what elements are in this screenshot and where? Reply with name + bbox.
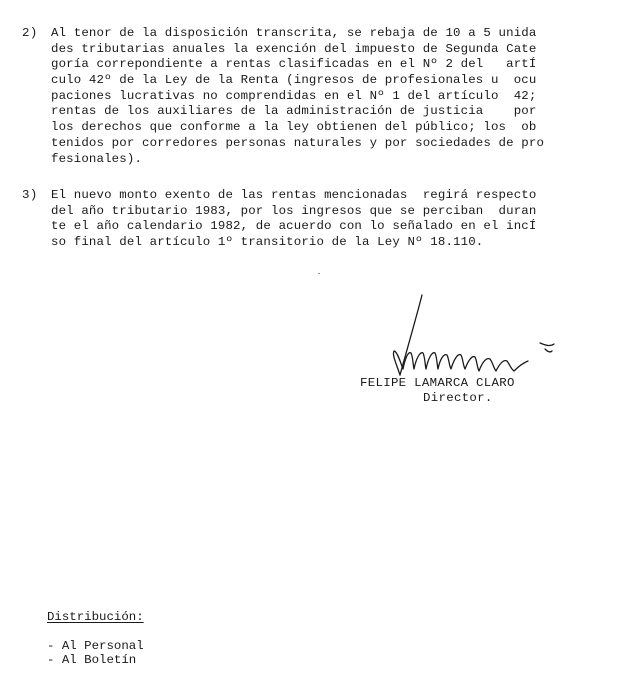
text-line: tenidos por corredores personas naturales y por sociedades de pro: [51, 135, 545, 150]
text-line: El nuevo monto exento de las rentas mencionadas regirá respecto: [51, 188, 537, 202]
handwritten-signature: [370, 289, 570, 381]
text-line: los derechos que conforme a la ley obtienen del público; los ob: [51, 120, 537, 135]
text-line: culo 42º de la Ley de la Renta (ingresos de profesionales u ocu: [51, 73, 537, 88]
text-line: so final del artículo 1º transitorio de la Ley Nº 18.110.: [51, 235, 484, 250]
text-line: goría correpondiente a rentas clasificadas en el Nº 2 del artÍ: [51, 57, 537, 72]
scan-speck: [318, 273, 320, 274]
text-line: fesionales).: [51, 151, 143, 166]
text-line: des tributarias anuales la exención del impuesto de Segunda Cate: [51, 41, 537, 56]
paragraph-body: [51, 26, 627, 167]
text-line: paciones lucrativas no comprendidas en el Nº 1 del artículo 42;: [51, 88, 537, 103]
distribution-item: - Al Personal: [47, 639, 144, 653]
text-line: Al tenor de la disposición transcrita, se rebaja de 10 a 5 unida: [51, 26, 537, 40]
paragraph-2: [22, 26, 627, 167]
signature-block: [360, 285, 590, 415]
signatory-title: Director.: [423, 391, 493, 405]
paragraph-body: [51, 188, 627, 251]
text-line: del año tributario 1983, por los ingresos que se perciban duran: [51, 203, 537, 218]
text-line: te el año calendario 1982, de acuerdo con lo señalado en el incÍ: [51, 219, 537, 234]
distribution-heading: Distribución:: [47, 610, 144, 624]
paragraph-number: 2): [22, 26, 38, 40]
signatory-name: FELIPE LAMARCA CLARO: [360, 376, 515, 390]
distribution-item: - Al Boletín: [47, 653, 137, 667]
paragraph-number: 3): [22, 188, 38, 202]
paragraph-3: [22, 188, 627, 251]
distribution-list: [47, 610, 144, 667]
text-line: rentas de los auxiliares de la administración de justicia por: [51, 104, 537, 119]
